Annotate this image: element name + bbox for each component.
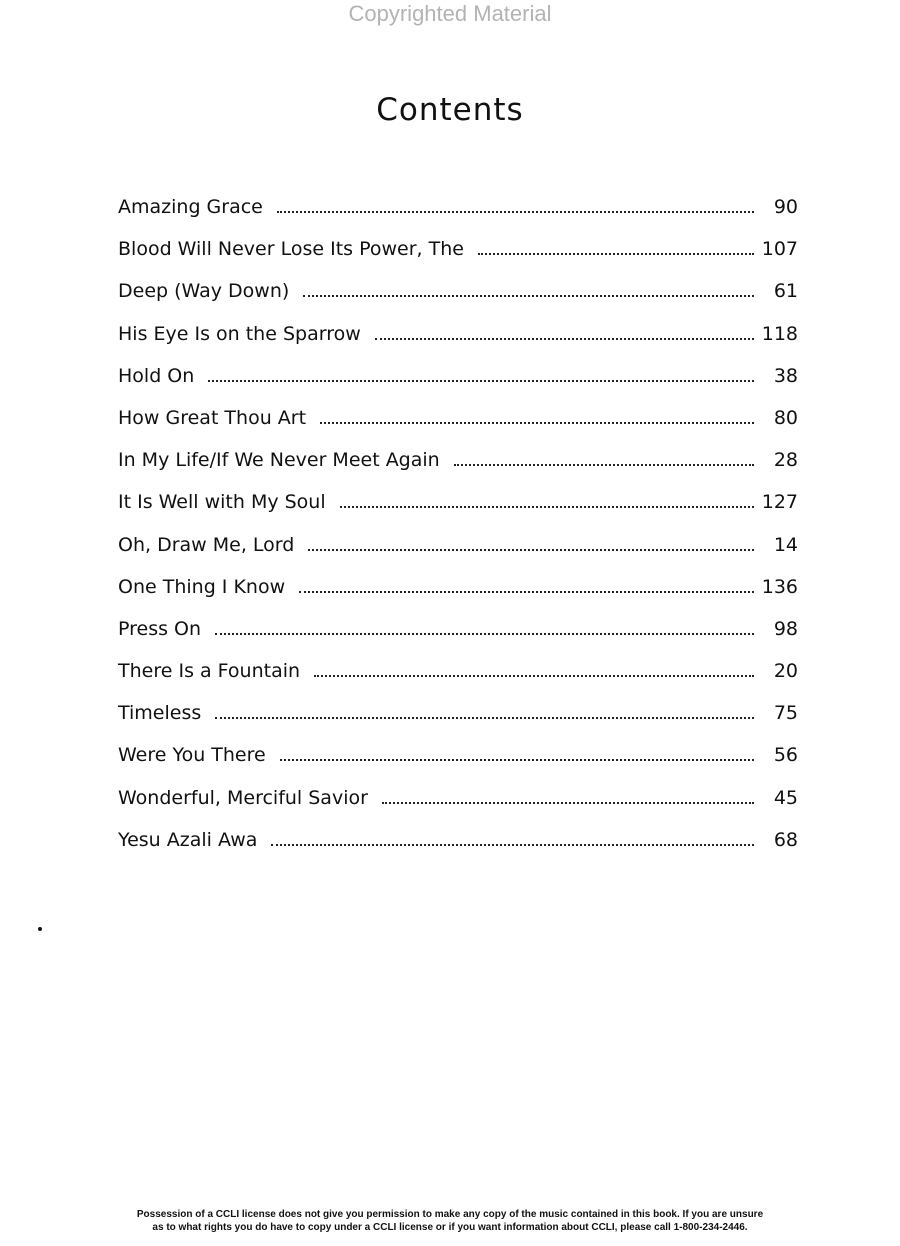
toc-entry-page-number: 68 xyxy=(773,828,798,851)
toc-entry xyxy=(118,196,798,238)
toc-entry-page-number: 75 xyxy=(773,702,798,725)
toc-entry-page-number: 118 xyxy=(761,322,798,345)
toc-entry-title: Blood Will Never Lose Its Power, The xyxy=(118,238,464,261)
dot-leader xyxy=(215,717,754,719)
dot-leader xyxy=(320,422,754,424)
ccli-notice-line-1: Possession of a CCLI license does not give you permission to make any copy of the music contained in this book. If you are unsure xyxy=(136,1209,764,1220)
toc-entry-page-number: 45 xyxy=(773,786,798,809)
toc-entry-title: There Is a Fountain xyxy=(118,660,301,683)
ccli-notice-line-2: as to what rights you do have to copy under a CCLI license or if you want information about CCLI, please call 1-800-234-2446. xyxy=(152,1222,748,1233)
toc-entry xyxy=(118,280,798,322)
dot-leader xyxy=(314,675,754,677)
toc-entry-title: His Eye Is on the Sparrow xyxy=(118,322,361,345)
toc-entry xyxy=(118,744,798,786)
dot-leader xyxy=(208,380,754,382)
toc-entry-title: It Is Well with My Soul xyxy=(118,491,326,514)
toc-entry xyxy=(118,534,798,576)
toc-entry xyxy=(118,660,798,702)
toc-entry-title: Yesu Azali Awa xyxy=(118,828,258,851)
toc-entry-page-number: 20 xyxy=(773,660,798,683)
toc-entry-page-number: 14 xyxy=(773,533,798,556)
dot-leader xyxy=(303,295,754,297)
toc-entry-page-number: 107 xyxy=(761,238,798,261)
toc-entry-page-number: 127 xyxy=(761,491,798,514)
toc-entry xyxy=(118,238,798,280)
toc-entry-title: Amazing Grace xyxy=(118,196,263,218)
toc-entry-page-number: 28 xyxy=(773,449,798,472)
toc-entry-title: Oh, Draw Me, Lord xyxy=(118,533,295,556)
copyright-watermark: Copyrighted Material xyxy=(348,1,552,26)
toc-entry-page-number: 136 xyxy=(761,575,798,598)
dot-leader xyxy=(271,844,754,846)
toc-entry-page-number: 98 xyxy=(773,617,798,640)
toc-entry-title: Wonderful, Merciful Savior xyxy=(118,786,368,809)
toc-entry xyxy=(118,449,798,491)
dot-leader xyxy=(215,633,754,635)
toc-entry-title: Were You There xyxy=(118,744,266,767)
dot-leader xyxy=(308,549,754,551)
dot-leader xyxy=(277,211,754,213)
toc-entry-title: Timeless xyxy=(118,702,202,725)
toc-entry xyxy=(118,702,798,744)
dot-leader xyxy=(382,802,754,804)
toc-entry-page-number: 80 xyxy=(773,406,798,429)
toc-entry xyxy=(118,491,798,533)
page-title: Contents xyxy=(376,92,524,128)
dot-leader xyxy=(340,506,754,508)
dot-leader xyxy=(375,338,754,340)
toc-entry-title: One Thing I Know xyxy=(118,575,286,598)
dot-leader xyxy=(280,759,754,761)
dot-leader xyxy=(478,253,754,255)
toc-entry-title: Hold On xyxy=(118,364,195,387)
toc-entry-page-number: 90 xyxy=(773,196,798,218)
toc-entry-title: Deep (Way Down) xyxy=(118,280,290,303)
stray-mark xyxy=(38,927,42,931)
toc-entry xyxy=(118,618,798,660)
toc-entry-title: How Great Thou Art xyxy=(118,406,307,429)
toc-entry xyxy=(118,323,798,365)
toc-entry xyxy=(118,365,798,407)
dot-leader xyxy=(454,464,754,466)
toc-entry xyxy=(118,787,798,829)
toc-entry-title: Press On xyxy=(118,617,202,640)
toc-entry-page-number: 56 xyxy=(773,744,798,767)
table-of-contents xyxy=(118,196,798,871)
toc-entry xyxy=(118,576,798,618)
toc-entry xyxy=(118,829,798,871)
dot-leader xyxy=(299,591,754,593)
toc-entry-page-number: 38 xyxy=(773,364,798,387)
toc-entry-page-number: 61 xyxy=(773,280,798,303)
toc-entry xyxy=(118,407,798,449)
toc-entry-title: In My Life/If We Never Meet Again xyxy=(118,449,440,472)
ccli-notice xyxy=(0,1208,900,1234)
